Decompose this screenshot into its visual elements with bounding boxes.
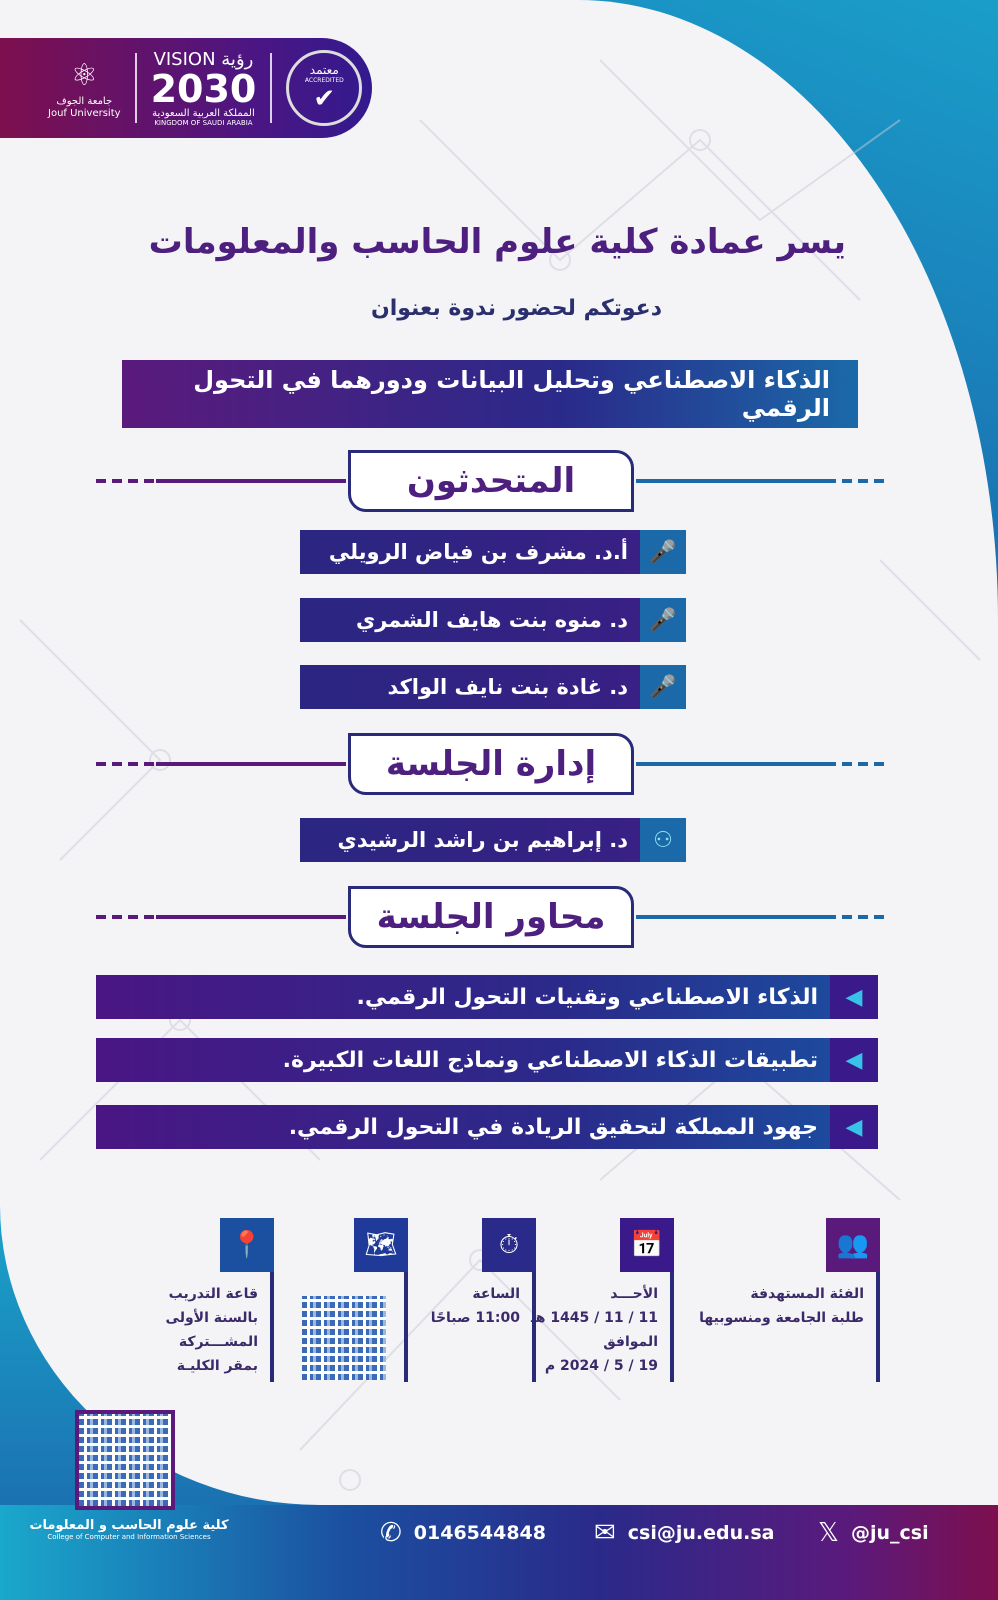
speaker-name: أ.د. مشرف بن فياض الرويلي — [328, 540, 628, 564]
info-date — [530, 1218, 674, 1382]
location-line: قاعة التدريب — [168, 1286, 258, 1302]
college-qr-code[interactable] — [75, 1410, 175, 1510]
speaker-item — [300, 665, 686, 709]
college-name-ar: كلية علوم الحاسب و المعلومات — [29, 1518, 229, 1533]
vision-2030-logo — [151, 49, 257, 127]
phone-number: 0146544848 — [413, 1522, 546, 1544]
vision-label: VISION رؤية — [153, 49, 254, 70]
vision-year: 2030 — [150, 67, 257, 111]
college-name-en: College of Computer and Information Sciences — [47, 1533, 211, 1541]
axis-item — [96, 1038, 878, 1082]
email-address: csi@ju.edu.sa — [627, 1522, 775, 1544]
group-icon: 👥 — [826, 1218, 880, 1272]
speaker-name: د. غادة بنت نايف الواكد — [387, 675, 628, 699]
axis-item — [96, 975, 878, 1019]
seminar-topic: الذكاء الاصطناعي وتحليل البيانات ودورهما في التحول الرقمي — [122, 360, 858, 428]
college-name — [24, 1518, 234, 1541]
people-network-icon: ⚇ — [640, 818, 686, 862]
triangle-pointer-icon: ◀ — [830, 1038, 878, 1082]
date-corresponding: الموافق — [603, 1334, 658, 1350]
x-handle: @ju_csi — [850, 1522, 929, 1544]
speaker-name: د. منوه بنت هايف الشمري — [355, 608, 628, 632]
divider — [270, 53, 272, 123]
university-name-ar: جامعة الجوف — [56, 96, 113, 107]
section-header-axes — [96, 886, 886, 948]
kingdom-en: KINGDOM OF SAUDI ARABIA — [154, 119, 253, 127]
info-location — [160, 1218, 274, 1382]
time-value: 11:00 صباحًا — [430, 1310, 520, 1326]
invitation-subtitle: دعوتكم لحضور ندوة بعنوان — [370, 296, 662, 321]
time-label: الساعة — [472, 1286, 520, 1302]
axis-item — [96, 1105, 878, 1149]
stopwatch-icon: ⏱ — [482, 1218, 536, 1272]
map-icon: 🗺 — [354, 1218, 408, 1272]
map-qr-code[interactable] — [302, 1296, 386, 1380]
section-title: المتحدثون — [348, 450, 634, 512]
microphone-icon: 🎤 — [640, 665, 686, 709]
section-header-moderation — [96, 733, 886, 795]
moderator-name: د. إبراهيم بن راشد الرشيدي — [337, 828, 628, 852]
location-line: بالسنة الأولى — [165, 1310, 258, 1326]
axis-text: جهود المملكة لتحقيق الريادة في التحول الرقمي. — [288, 1114, 818, 1140]
page-title: يسر عمادة كلية علوم الحاسب والمعلومات — [148, 222, 846, 262]
kingdom-ar: المملكة العربية السعودية — [152, 108, 255, 119]
info-audience — [700, 1218, 880, 1382]
section-title: إدارة الجلسة — [348, 733, 634, 795]
date-gregorian: 19 / 5 / 2024 م — [544, 1358, 658, 1374]
university-name-en: Jouf University — [48, 108, 121, 119]
audience-value: طلبة الجامعة ومنسوبيها — [699, 1310, 864, 1326]
date-day: الأحـــد — [610, 1286, 658, 1302]
location-pin-icon: 📍 — [220, 1218, 274, 1272]
phone-icon: ✆ — [380, 1518, 402, 1548]
audience-label: الفئة المستهدفة — [750, 1286, 864, 1302]
date-hijri: 11 / 11 / 1445 هـ — [530, 1310, 658, 1326]
check-icon: ✔ — [313, 83, 336, 114]
info-map-qr — [290, 1218, 408, 1382]
x-logo-icon: 𝕏 — [818, 1518, 839, 1548]
calendar-icon: 📅 — [620, 1218, 674, 1272]
location-line: المشـــتركة — [178, 1334, 258, 1350]
section-header-speakers — [96, 450, 886, 512]
contact-phone[interactable] — [380, 1518, 546, 1548]
accredited-seal — [286, 50, 362, 126]
info-time — [420, 1218, 536, 1382]
header-banner — [0, 38, 372, 138]
axis-text: تطبيقات الذكاء الاصطناعي ونماذج اللغات الكبيرة. — [282, 1047, 818, 1073]
contact-x[interactable] — [818, 1518, 929, 1548]
axis-text: الذكاء الاصطناعي وتقنيات التحول الرقمي. — [356, 984, 818, 1010]
location-line: بمقر الكليـة — [176, 1358, 258, 1374]
microphone-icon: 🎤 — [640, 530, 686, 574]
speaker-item — [300, 530, 686, 574]
accredited-en: ACCREDITED — [304, 76, 344, 84]
microphone-icon: 🎤 — [640, 598, 686, 642]
jouf-university-logo: ⚛ جامعة الجوف Jouf University — [48, 58, 121, 119]
moderator-item — [300, 818, 686, 862]
mail-icon: ✉ — [594, 1518, 616, 1548]
section-title: محاور الجلسة — [348, 886, 634, 948]
accredited-ar: معتمد — [309, 62, 339, 77]
triangle-pointer-icon: ◀ — [830, 1105, 878, 1149]
triangle-pointer-icon: ◀ — [830, 975, 878, 1019]
divider — [135, 53, 137, 123]
speaker-item — [300, 598, 686, 642]
contact-email[interactable] — [594, 1518, 775, 1548]
